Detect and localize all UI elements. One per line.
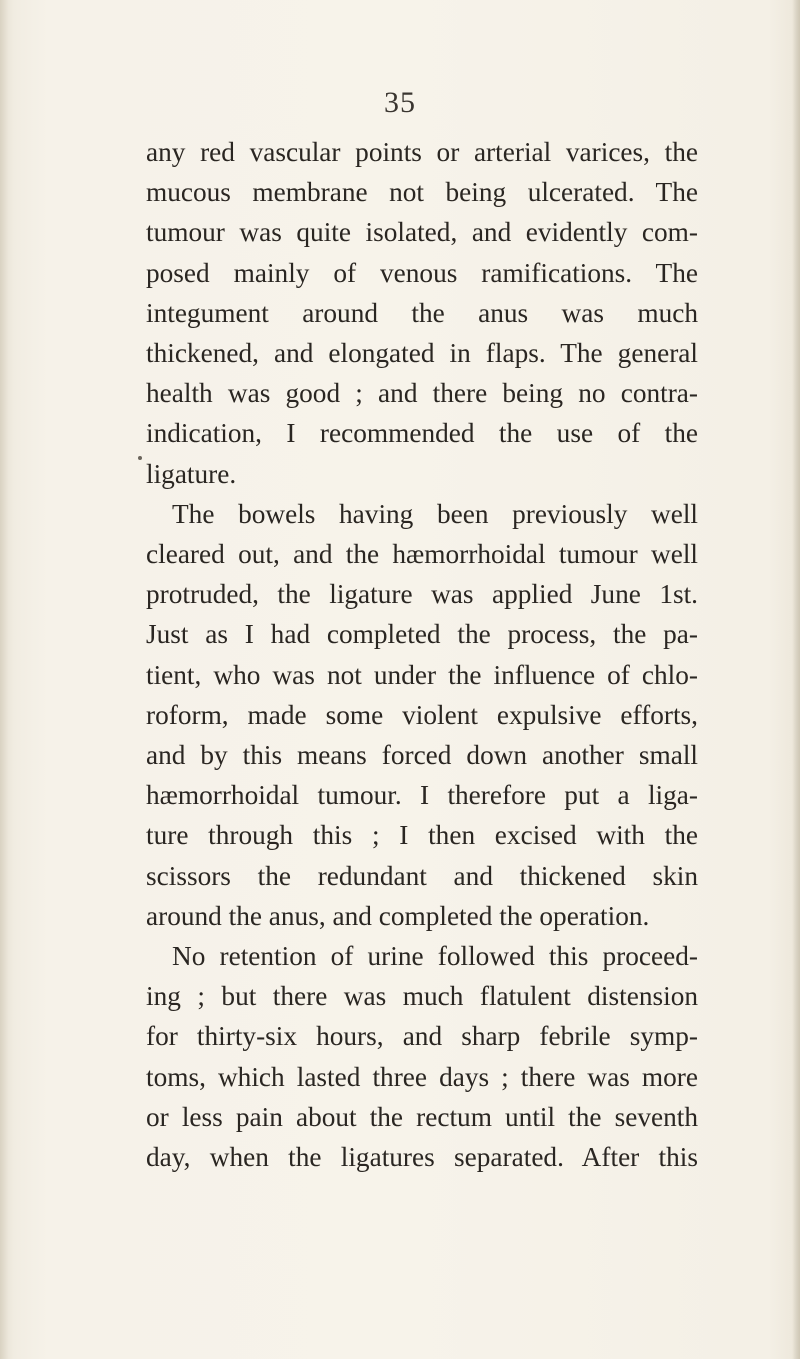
text-line: hæmorrhoidal tumour. I therefore put a liga- [146, 780, 698, 811]
text-line: ing ; but there was much flatulent distension [146, 981, 698, 1012]
text-line: and by this means forced down another small [146, 740, 698, 771]
text-line: tient, who was not under the influence of chlo- [146, 659, 698, 690]
text-line: integument around the anus was much [146, 297, 698, 328]
text-line: toms, which lasted three days ; there was more [146, 1061, 698, 1092]
page-number: 35 [384, 86, 416, 119]
text-line: mucous membrane not being ulcerated. The [146, 177, 698, 208]
text-line: roform, made some violent expulsive efforts, [146, 699, 698, 730]
body-text [146, 132, 698, 1177]
text-line: around the anus, and completed the operation. [146, 900, 650, 931]
text-line: for thirty-six hours, and sharp febrile symp- [146, 1021, 698, 1052]
text-line: any red vascular points or arterial varices, the [146, 137, 698, 167]
text-line: posed mainly of venous ramifications. The [146, 257, 698, 288]
print-speck [138, 456, 142, 460]
text-line: thickened, and elongated in flaps. The general [146, 338, 698, 369]
text-line: scissors the redundant and thickened skin [146, 860, 698, 891]
text-line: Just as I had completed the process, the pa- [146, 619, 698, 650]
text-line: protruded, the ligature was applied June 1st. [146, 579, 698, 610]
text-line: cleared out, and the hæmorrhoidal tumour well [146, 539, 698, 570]
text-line: health was good ; and there being no contra- [146, 378, 698, 409]
page-edge [792, 0, 800, 1359]
text-line: ligature. [146, 458, 237, 489]
text-line: or less pain about the rectum until the seventh [146, 1101, 698, 1132]
text-line: day, when the ligatures separated. After this [146, 1142, 698, 1173]
text-line: tumour was quite isolated, and evidently com- [146, 217, 698, 248]
text-line: indication, I recommended the use of the [146, 418, 698, 449]
text-line: No retention of urine followed this proceed- [172, 941, 698, 972]
text-line: The bowels having been previously well [172, 498, 698, 529]
spine-shadow [0, 0, 14, 1359]
text-line: ture through this ; I then excised with the [146, 820, 698, 851]
